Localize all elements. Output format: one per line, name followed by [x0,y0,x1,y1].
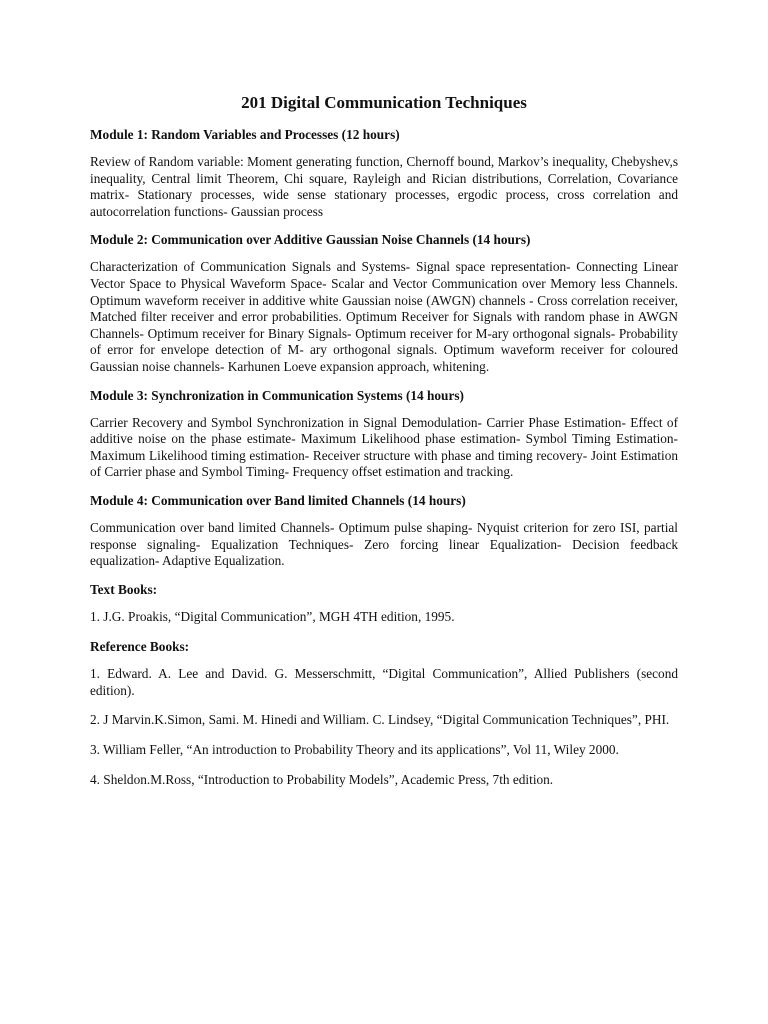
module-heading: Module 3: Synchronization in Communication Systems (14 hours) [90,387,464,403]
module-description: Characterization of Communication Signals and Systems- Signal space representation- Connecting Linear Vector Space to Physical Waveform Space- Scalar and Vector Communication over Memory less Channels. Optimum waveform receiver in additive white Gaussian noise (AWGN) channels - Cross correlation receiver, Matched filter receiver and error probabilities. Optimum Receiver for Signals with random phase in AWGN Channels- Optimum receiver for Binary Signals- Optimum receiver for M-ary orthogonal signals- Probability of error for envelope detection of M- ary orthogonal signals. Optimum waveform receiver for coloured Gaussian noise channels- Karhunen Loeve expansion approach, whitening. [90,259,678,374]
module-description: Review of Random variable: Moment generating function, Chernoff bound, Markov’s inequality, Chebyshev,s inequality, Central limit Theorem, Chi square, Rayleigh and Rician distributions, Correlation, Covariance matrix- Stationary processes, wide sense stationary processes, ergodic process, cross correlation and autocorrelation functions- Gaussian process [90,154,678,219]
reference-book-item: 4. Sheldon.M.Ross, “Introduction to Probability Models”, Academic Press, 7th edition. [90,771,554,787]
module-1 [90,126,678,220]
reference-book-item: 2. J Marvin.K.Simon, Sami. M. Hinedi and William. C. Lindsey, “Digital Communication Techniques”, PHI. [90,712,670,728]
text-books-heading: Text Books: [90,581,158,597]
module-description: Carrier Recovery and Symbol Synchronization in Signal Demodulation- Carrier Phase Estimation- Effect of additive noise on the phase estimate- Maximum Likelihood phase estimation- Symbol Timing Estimation- Maximum Likelihood timing estimation- Receiver structure with phase and timing recovery- Joint Estimation of Carrier phase and Symbol Timing- Frequency offset estimation and tracking. [90,414,678,480]
reference-book-item: 3. William Feller, “An introduction to Probability Theory and its applications”, Vol 11, Wiley 2000. [90,742,619,758]
document-title: 201 Digital Communication Techniques [241,93,527,112]
module-4 [90,492,678,570]
reference-books-heading: Reference Books: [90,639,190,655]
module-3 [90,387,678,481]
module-2 [90,231,678,375]
module-heading: Module 1: Random Variables and Processes (12 hours) [90,127,400,142]
document-page [90,92,678,801]
text-book-item: 1. J.G. Proakis, “Digital Communication”, MGH 4TH edition, 1995. [90,608,455,624]
module-heading: Module 4: Communication over Band limited Channels (14 hours) [90,492,466,508]
module-description: Communication over band limited Channels- Optimum pulse shaping- Nyquist criterion for zero ISI, partial response signaling- Equalization Techniques- Zero forcing linear Equalization- Decision feedback equalization- Adaptive Equalization. [90,519,678,569]
module-heading: Module 2: Communication over Additive Gaussian Noise Channels (14 hours) [90,232,531,248]
reference-book-item: 1. Edward. A. Lee and David. G. Messerschmitt, “Digital Communication”, Allied Publishers (second edition). [90,666,678,698]
